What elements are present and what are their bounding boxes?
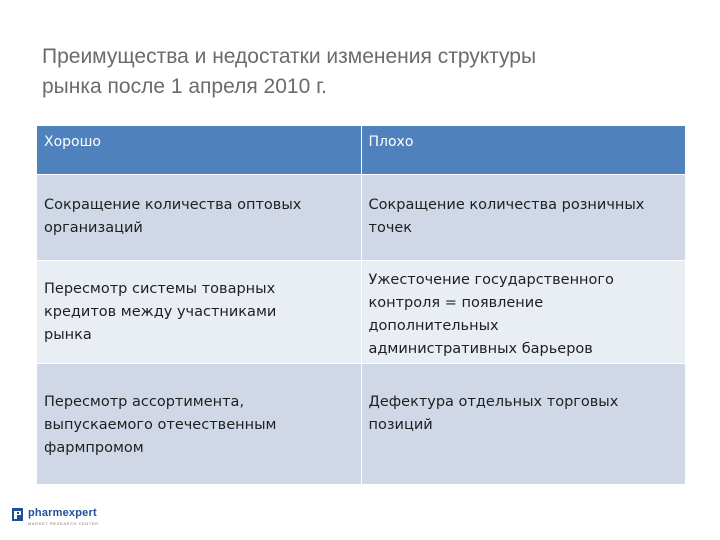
cell-line: дополнительных <box>368 317 499 334</box>
cell-good <box>37 363 361 484</box>
logo-mark-icon <box>12 508 23 521</box>
cell-bad <box>361 260 685 363</box>
slide-title-line-2: рынка после 1 апреля 2010 г. <box>42 75 328 98</box>
cell-line: фармпромом <box>44 439 144 456</box>
table-row <box>37 363 685 484</box>
cell-line: Сокращение количества розничных <box>368 196 645 213</box>
cell-line: Сокращение количества оптовых <box>44 196 302 213</box>
cell-line: организаций <box>44 219 143 236</box>
company-logo <box>12 506 122 530</box>
cell-line: кредитов между участниками <box>44 303 277 320</box>
table-row <box>37 174 685 260</box>
cell-bad <box>361 363 685 484</box>
cell-line: Пересмотр системы товарных <box>44 280 276 297</box>
slide-title-line-1: Преимущества и недостатки изменения структуры <box>42 45 537 68</box>
cell-line: выпускаемого отечественным <box>44 416 277 433</box>
logo-tagline: MARKET RESEARCH CENTER <box>28 521 99 526</box>
header-good: Хорошо <box>37 126 361 174</box>
cell-line: административных барьеров <box>368 340 593 357</box>
cell-line: рынка <box>44 326 92 343</box>
logo-name: pharmexpert <box>28 507 97 519</box>
cell-good <box>37 260 361 363</box>
header-bad: Плохо <box>361 126 685 174</box>
slide-title <box>42 42 662 102</box>
cell-line: позиций <box>368 416 433 433</box>
cell-line: Ужесточение государственного <box>368 271 614 288</box>
comparison-table <box>37 126 686 484</box>
table-row <box>37 260 685 363</box>
cell-line: контроля = появление <box>368 294 544 311</box>
cell-line: точек <box>368 219 413 236</box>
cell-good <box>37 174 361 260</box>
cell-line: Дефектура отдельных торговых <box>368 393 619 410</box>
cell-line: Пересмотр ассортимента, <box>44 393 245 410</box>
cell-bad <box>361 174 685 260</box>
table-header-row <box>37 126 685 174</box>
